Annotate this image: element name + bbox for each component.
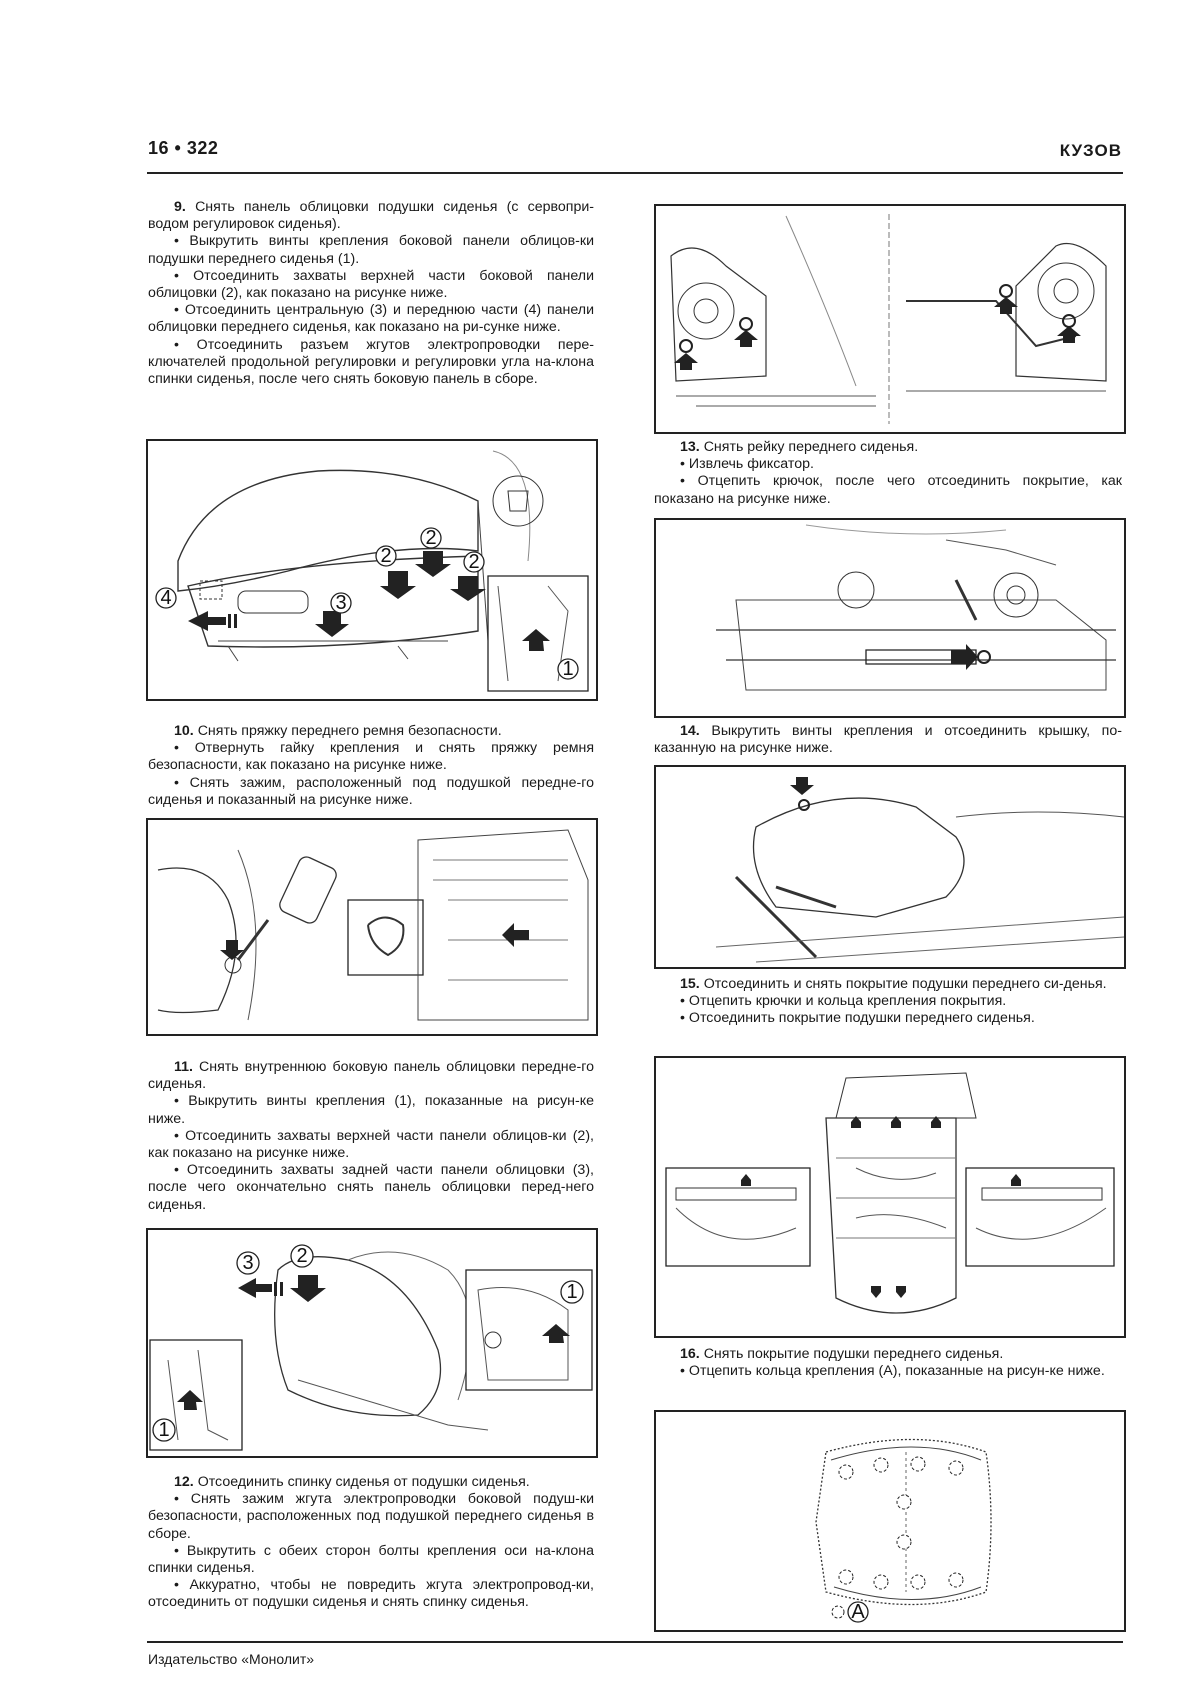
step-16-text (654, 1346, 1122, 1380)
bullet: • Выкрутить винты крепления боковой панели облицов-ки подушки переднего сиденья (1). (148, 233, 594, 267)
callout-1: 1 (158, 1419, 170, 1441)
page-header-number: 16 • 322 (148, 138, 219, 158)
bullet: • Отсоединить разъем жгутов электропроводки пере-ключателей продольной регулировки и регулировки угла на-клона спинки сиденья, после чего снять боковую панель в сборе. (148, 336, 594, 388)
figure-seatbelt-buckle (146, 818, 598, 1036)
figure-cushion-cover (654, 1056, 1126, 1338)
bullet: • Отцепить крючки и кольца крепления покрытия. (680, 993, 1007, 1010)
step-11-text (148, 1059, 594, 1214)
callout-4: 4 (160, 587, 172, 609)
callout-1: 1 (566, 1281, 578, 1303)
step-title: Снять рейку переднего сиденья. (703, 439, 919, 455)
bullet: • Отвернуть гайку крепления и снять пряжку ремня безопасности, как показано на рисунке ниже. (148, 740, 594, 774)
step-13-text (654, 439, 1122, 508)
figure-cover (654, 765, 1126, 969)
step-number: 15. (680, 976, 700, 992)
step-10-text (148, 723, 594, 809)
bullet: • Отсоединить захваты верхней части боковой панели облицовки (2), как показано на рисунке ниже. (148, 267, 594, 302)
bullet: • Отсоединить центральную (3) и переднюю части (4) панели облицовки переднего сиденья, как показано на ри-сунке ниже. (148, 302, 594, 336)
footer-rule (147, 1641, 1123, 1643)
figure-seat-side-panel (146, 439, 598, 701)
callout-2: 2 (425, 527, 437, 549)
footer-publisher: Издательство «Монолит» (148, 1651, 315, 1667)
callout-3: 3 (335, 592, 347, 614)
step-number: 10. (174, 723, 194, 739)
step-12-text (148, 1474, 594, 1612)
callout-3: 3 (242, 1252, 254, 1274)
step-title: Выкрутить винты крепления и отсоединить крышку, по-казанную на рисунке ниже. (654, 723, 1122, 757)
figure-inner-side-panel (146, 1228, 598, 1458)
step-number: 13. (680, 439, 700, 455)
step-number: 9. (174, 199, 186, 215)
step-title: Отсоединить и снять покрытие подушки переднего си-денья. (703, 976, 1107, 992)
callout-1: 1 (562, 658, 574, 680)
bullet: • Отсоединить захваты задней части панели облицовки (3), после чего окончательно снять панель облицовки перед-него сиденья. (148, 1162, 594, 1213)
figure-cushion-rings (654, 1410, 1126, 1632)
bullet: • Выкрутить с обеих сторон болты крепления оси на-клона спинки сиденья. (148, 1542, 594, 1577)
callout-2: 2 (296, 1245, 308, 1267)
bullet: • Отсоединить покрытие подушки переднего сиденья. (680, 1010, 1035, 1027)
bullet: • Аккуратно, чтобы не повредить жгута электропровод-ки, отсоединить от подушки сиденья и снять спинку сиденья. (148, 1577, 594, 1611)
bullet: • Отцепить крючок, после чего отсоединить покрытие, как показано на рисунке ниже. (654, 473, 1122, 507)
bullet: • Снять зажим, расположенный под подушкой передне-го сиденья и показанный на рисунке ниже. (148, 774, 594, 808)
step-number: 14. (680, 723, 700, 739)
callout-2: 2 (468, 551, 480, 573)
bullet: • Отсоединить захваты верхней части панели облицов-ки (2), как показано на рисунке ниже. (148, 1127, 594, 1162)
step-15-text (654, 976, 1122, 1028)
bullet: • Извлечь фиксатор. (680, 456, 814, 473)
step-title: Снять пряжку переднего ремня безопасности. (197, 723, 502, 739)
step-title: Снять панель облицовки подушки сиденья (с сервопри-водом регулировок сиденья). (148, 199, 594, 233)
page-header-section: КУЗОВ (1059, 141, 1122, 160)
bullet: • Отцепить кольца крепления (A), показанные на рисун-ке ниже. (680, 1363, 1105, 1380)
step-9-text (148, 199, 594, 388)
header-rule (147, 172, 1123, 174)
bullet: • Выкрутить винты крепления (1), показанные на рисун-ке ниже. (148, 1093, 594, 1127)
step-title: Отсоединить спинку сиденья от подушки сиденья. (197, 1474, 530, 1490)
step-number: 16. (680, 1346, 700, 1362)
bullet: • Снять зажим жгута электропроводки боковой подуш-ки безопасности, расположенных под подушкой переднего сиденья в сборе. (148, 1491, 594, 1542)
step-number: 11. (174, 1059, 193, 1075)
callout-2: 2 (380, 545, 392, 567)
figure-seat-rail (654, 518, 1126, 718)
step-number: 12. (174, 1474, 194, 1490)
step-14-text (654, 723, 1122, 757)
step-title: Снять покрытие подушки переднего сиденья. (703, 1346, 1004, 1362)
step-title: Снять внутреннюю боковую панель облицовки передне-го сиденья. (148, 1059, 594, 1093)
figure-seatback-bolts (654, 204, 1126, 434)
callout-a: A (851, 1601, 865, 1623)
